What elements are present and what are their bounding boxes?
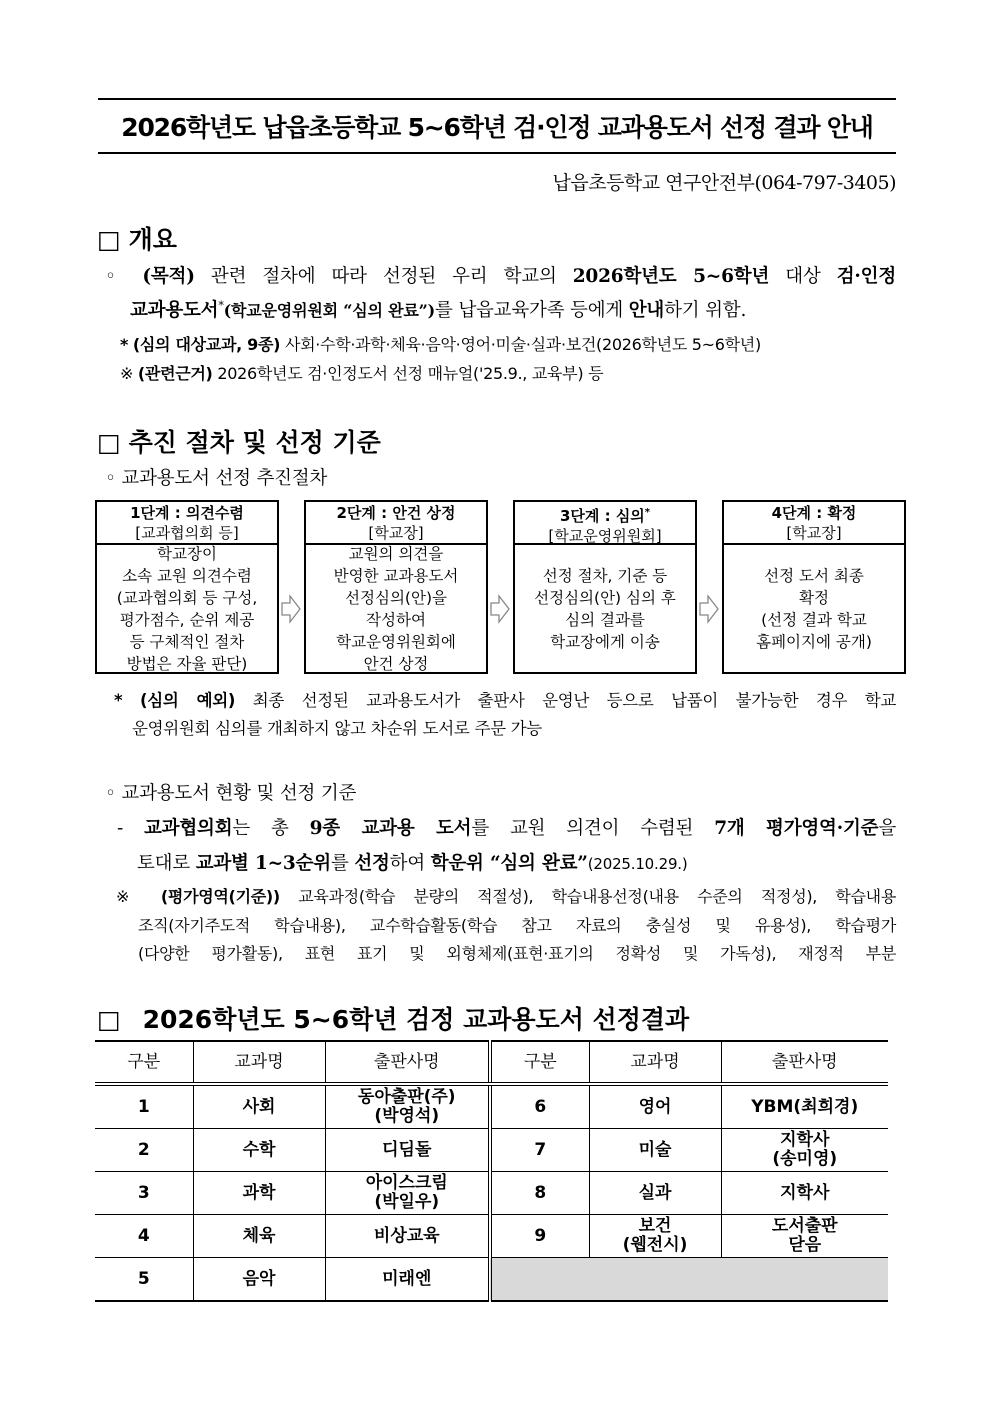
note-mark: * xyxy=(114,691,123,710)
subject-cell: 미술 xyxy=(589,1129,721,1172)
dash-mark: - xyxy=(117,818,124,839)
criteria-emph: 선정 xyxy=(354,853,390,874)
purpose-tag: (목적) xyxy=(142,266,195,287)
checkbox-square-icon: □ xyxy=(97,1005,121,1034)
step-owner: [학교장] xyxy=(786,524,842,542)
table-row xyxy=(95,1172,888,1215)
step-box-4 xyxy=(722,500,906,674)
publisher-cell: 디딤돌 xyxy=(325,1129,490,1172)
criteria-text: 을 xyxy=(878,818,896,839)
subject-cell: 실과 xyxy=(589,1172,721,1215)
purpose-text: 대상 xyxy=(785,266,821,287)
note-tag: (심의 대상교과, 9종) xyxy=(132,335,281,354)
step-description: 선정 도서 최종 확정 (선정 결과 학교 홈페이지에 공개) xyxy=(756,566,872,651)
table-row xyxy=(95,1215,888,1258)
publisher-cell: 아이스크림 (박일우) xyxy=(325,1172,490,1215)
subject-cell: 사회 xyxy=(193,1084,325,1129)
row-number: 7 xyxy=(490,1129,589,1172)
note-text: 사회·수학·과학·체육·음악·영어·미술·실과·보건(2026학년도 5~6학년) xyxy=(284,335,761,354)
table-row xyxy=(95,1258,888,1302)
criteria-note-line2: 조직(자기주도적 학습내용), 교수학습활동(학습 참고 자료의 충실성 및 유용성), 학습평가 xyxy=(138,916,896,935)
purpose-committee: (학교운영위원회 “심의 완료”) xyxy=(223,301,435,320)
criteria-line1 xyxy=(117,814,896,840)
column-header: 교과명 xyxy=(193,1041,325,1084)
criteria-emph: 학운위 “심의 완료” xyxy=(430,853,588,874)
note-text: 2026학년도 검·인정도서 선정 매뉴얼('25.9., 교육부) 등 xyxy=(217,364,604,383)
table-row xyxy=(95,1084,888,1129)
step-title: 1단계 : 의견수렴 xyxy=(130,504,244,522)
row-number: 2 xyxy=(95,1129,193,1172)
footnote-star: * xyxy=(218,298,224,312)
note-tag: (심의 예외) xyxy=(139,691,236,710)
exception-note-line2: 운영위원회 심의를 개최하지 않고 차순위 도서로 주문 가능 xyxy=(132,719,542,738)
publisher-cell: YBM(최희경) xyxy=(721,1084,888,1129)
criteria-text: 를 xyxy=(330,853,349,874)
row-number: 4 xyxy=(95,1215,193,1258)
step-description: 교원의 의견을 반영한 교과용도서 선정심의(안)을 작성하여 학교운영위원회에 안건 상정 xyxy=(333,544,459,673)
purpose-text: 하기 위함. xyxy=(664,300,747,321)
document-title: 2026학년도 납읍초등학교 5~6학년 검·인정 교과용도서 선정 결과 안내 xyxy=(121,113,873,142)
subject-cell: 영어 xyxy=(589,1084,721,1129)
section-procedure-heading xyxy=(97,423,381,459)
subject-cell: 음악 xyxy=(193,1258,325,1302)
criteria-date: (2025.10.29.) xyxy=(587,855,688,873)
step-header xyxy=(306,502,486,545)
publisher-cell: 도서출판 닫음 xyxy=(721,1215,888,1258)
step-title: 2단계 : 안건 상정 xyxy=(336,504,456,522)
note-mark: ※ xyxy=(120,364,134,383)
right-arrow-icon xyxy=(281,594,301,624)
step-box-1 xyxy=(95,500,279,674)
row-number: 9 xyxy=(490,1215,589,1258)
subheading-text: 교과용도서 선정 추진절차 xyxy=(121,468,328,489)
column-header: 출판사명 xyxy=(325,1041,490,1084)
bullet-icon: ◦ xyxy=(105,468,116,489)
right-arrow-icon xyxy=(490,594,510,624)
subject-cell: 보건 (웹전시) xyxy=(589,1215,721,1258)
criteria-text: 토대로 xyxy=(137,853,191,874)
column-header: 구분 xyxy=(95,1041,193,1084)
right-arrow-icon xyxy=(699,594,719,624)
note-tag: (관련근거) xyxy=(137,364,213,383)
purpose-books: 교과용도서 xyxy=(130,300,219,321)
criteria-text: 하여 xyxy=(389,853,425,874)
checkbox-square-icon: □ xyxy=(97,225,121,254)
step-box-3 xyxy=(513,500,697,674)
criteria-line2 xyxy=(137,849,688,875)
step-title: 3단계 : 심의 xyxy=(559,507,645,525)
publisher-cell: 미래엔 xyxy=(325,1258,490,1302)
overview-note-subjects xyxy=(120,332,761,355)
table-row xyxy=(95,1129,888,1172)
overview-purpose-line2 xyxy=(130,296,746,322)
overview-purpose-line1 xyxy=(105,262,896,288)
subject-cell: 과학 xyxy=(193,1172,325,1215)
criteria-text: 를 교원 의견이 수렴된 xyxy=(471,818,694,839)
section-title: 2026학년도 5~6학년 검정 교과용도서 선정결과 xyxy=(142,1005,690,1034)
row-number: 3 xyxy=(95,1172,193,1215)
step-header xyxy=(724,502,904,545)
publisher-cell: 지학사 xyxy=(721,1172,888,1215)
bullet-icon: ◦ xyxy=(105,266,127,287)
procedure-subheading xyxy=(105,464,327,490)
step-header xyxy=(515,502,695,545)
criteria-emph: 9종 교과용 도서 xyxy=(309,818,472,839)
column-header: 교과명 xyxy=(589,1041,721,1084)
column-header: 구분 xyxy=(490,1041,589,1084)
criteria-emph: 7개 평가영역·기준 xyxy=(714,818,879,839)
row-number: 5 xyxy=(95,1258,193,1302)
purpose-text: 관련 절차에 따라 선정된 우리 학교의 xyxy=(210,266,557,287)
step-title: 4단계 : 확정 xyxy=(771,504,857,522)
title-box xyxy=(98,98,896,154)
bullet-icon: ◦ xyxy=(105,783,116,804)
empty-cell xyxy=(490,1258,888,1302)
section-overview-heading xyxy=(97,220,177,256)
criteria-emph: 교과별 1~3순위 xyxy=(195,853,331,874)
section-result-heading xyxy=(97,1000,689,1036)
department-contact: 납읍초등학교 연구안전부(064-797-3405) xyxy=(552,172,896,194)
subject-cell: 체육 xyxy=(193,1215,325,1258)
step-box-2 xyxy=(304,500,488,674)
criteria-text: 는 총 xyxy=(232,818,289,839)
overview-note-basis xyxy=(120,361,603,384)
publisher-cell: 지학사 (송미영) xyxy=(721,1129,888,1172)
exception-note-line1 xyxy=(114,687,896,711)
table-header-row xyxy=(95,1041,888,1084)
purpose-notice: 안내 xyxy=(628,300,665,321)
result-table xyxy=(95,1040,888,1302)
criteria-note-line3: (다양한 평가활동), 표현 표기 및 외형체제(표현·표기의 정확성 및 가독성), 재정적 부분 xyxy=(138,944,896,963)
subheading-text: 교과용도서 현황 및 선정 기준 xyxy=(121,783,357,804)
step-owner: [학교운영위원회] xyxy=(548,527,662,545)
purpose-grade: 2026학년도 5~6학년 xyxy=(572,266,770,287)
section-title: 추진 절차 및 선정 기준 xyxy=(128,428,381,457)
note-tag: (평가영역(기준)) xyxy=(160,887,280,906)
note-mark: * xyxy=(120,335,129,354)
criteria-subheading xyxy=(105,779,356,805)
note-text: 최종 선정된 교과용도서가 출판사 운영난 등으로 납품이 불가능한 경우 학교 xyxy=(252,691,896,710)
row-number: 8 xyxy=(490,1172,589,1215)
section-title: 개요 xyxy=(128,225,177,254)
step-header xyxy=(97,502,277,545)
step-owner: [학교장] xyxy=(368,524,424,542)
publisher-cell: 동아출판(주) (박영석) xyxy=(325,1084,490,1129)
step-description: 학교장이 소속 교원 의견수렴 (교과협의회 등 구성, 평가점수, 순위 제공 등 구체적인 절차 방법은 자율 판단) xyxy=(116,544,258,673)
column-header: 출판사명 xyxy=(721,1041,888,1084)
step-owner: [교과협의회 등] xyxy=(135,524,239,542)
purpose-type: 검·인정 xyxy=(836,266,897,287)
criteria-note-line1 xyxy=(116,884,896,907)
row-number: 1 xyxy=(95,1084,193,1129)
note-mark: ※ xyxy=(116,887,143,906)
note-text: 교육과정(학습 분량의 적절성), 학습내용선정(내용 수준의 적정성), 학습내용 xyxy=(298,887,896,906)
publisher-cell: 비상교육 xyxy=(325,1215,490,1258)
subject-cell: 수학 xyxy=(193,1129,325,1172)
purpose-text: 를 납읍교육가족 등에게 xyxy=(434,300,624,321)
row-number: 6 xyxy=(490,1084,589,1129)
footnote-star: * xyxy=(644,507,651,518)
checkbox-square-icon: □ xyxy=(97,428,121,457)
step-description: 선정 절차, 기준 등 선정심의(안) 심의 후 심의 결과를 학교장에게 이송 xyxy=(534,566,676,651)
criteria-emph: 교과협의회 xyxy=(144,818,233,839)
